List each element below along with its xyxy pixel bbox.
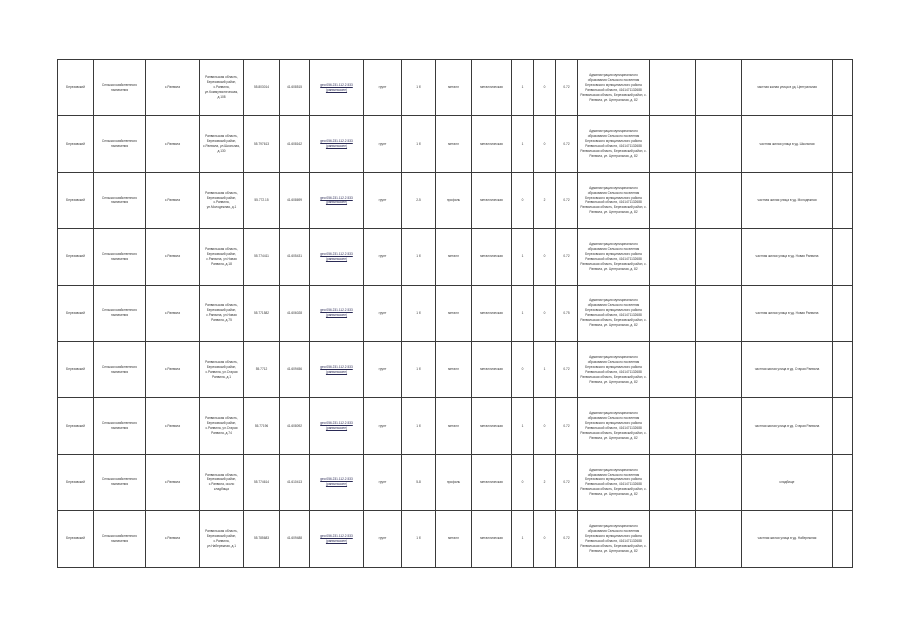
surface-cell: грунт — [364, 116, 402, 172]
volume-cell: 0.75 — [556, 285, 578, 341]
address-cell: Ранвильская область, Березовский район, с.Ранвила, ул.Новая Ранвила, д.18 — [200, 229, 244, 285]
owner-cell: Администрация муниципального образования Сельского поселения Березовского муниципального района Ранвильской области, 4161471132688 Ранвильская область, Березовский район, с. Ранвила, ул. Центральная, д. 82 — [578, 398, 650, 454]
empty-cell — [650, 172, 696, 228]
map-link[interactable]: geo:056.231.112.2.533 (ранвилскоее) — [320, 139, 353, 149]
latitude-cell: 55.797613 — [244, 116, 280, 172]
count-2-cell: 0 — [534, 285, 556, 341]
map-link[interactable]: geo:056.231.112.2.533 (ранвилскоее) — [320, 421, 353, 431]
map-link-cell[interactable] — [310, 116, 364, 172]
material-cell: профиль — [436, 172, 472, 228]
type-cell: Сельскохозяйственного назначения — [94, 398, 146, 454]
area-cell: 1 б — [402, 511, 436, 567]
address-cell: Ранвильская область, Березовский район, с.Ранвила, ул.Молодежная, д.1 — [200, 172, 244, 228]
empty-cell — [650, 229, 696, 285]
count-1-cell: 0 — [512, 454, 534, 510]
surface-cell: грунт — [364, 454, 402, 510]
count-2-cell: 0 — [534, 229, 556, 285]
empty-cell — [650, 398, 696, 454]
map-link-cell[interactable] — [310, 229, 364, 285]
material-cell: металл — [436, 116, 472, 172]
fence-cell: металлическая — [472, 229, 512, 285]
volume-cell: 0.72 — [556, 398, 578, 454]
fence-cell: металлическая — [472, 116, 512, 172]
table-row — [58, 511, 853, 567]
empty-cell — [650, 116, 696, 172]
fence-cell: металлическая — [472, 454, 512, 510]
count-1-cell: 1 — [512, 285, 534, 341]
map-link-cell[interactable] — [310, 398, 364, 454]
longitude-cell: 41.610413 — [280, 454, 310, 510]
locality-cell: с.Ранвила — [146, 341, 200, 397]
empty-cell — [696, 341, 742, 397]
area-cell: 1 б — [402, 341, 436, 397]
count-1-cell: 1 — [512, 511, 534, 567]
count-1-cell: 0 — [512, 172, 534, 228]
longitude-cell: 41.608699 — [280, 172, 310, 228]
source-cell: кладбище — [742, 454, 833, 510]
type-cell: Сельскохозяйственного назначения — [94, 172, 146, 228]
material-cell: металл — [436, 285, 472, 341]
volume-cell: 0.72 — [556, 116, 578, 172]
empty-cell — [650, 60, 696, 116]
type-cell: Сельскохозяйственного назначения — [94, 116, 146, 172]
empty-cell — [696, 116, 742, 172]
owner-cell: Администрация муниципального образования Сельского поселения Березовского муниципального района Ранвильской области, 4161471132688 Ранвильская область, Березовский район, с. Ранвила, ул. Центральная, д. 82 — [578, 454, 650, 510]
material-cell: металл — [436, 341, 472, 397]
volume-cell: 0.72 — [556, 341, 578, 397]
empty-cell — [650, 511, 696, 567]
map-link[interactable]: geo:056.231.112.2.533 (ранвилскоее) — [320, 364, 353, 374]
source-cell: частная жилая улица в уд. Старая Ранвила — [742, 398, 833, 454]
district-cell: Березовский — [58, 172, 94, 228]
table-row — [58, 172, 853, 228]
surface-cell: грунт — [364, 229, 402, 285]
table-row — [58, 398, 853, 454]
longitude-cell: 41.609456 — [280, 341, 310, 397]
locality-cell: с.Ранвила — [146, 229, 200, 285]
waste-sites-table — [57, 59, 853, 568]
map-link[interactable]: geo:056.231.112.2.533 (ранвилскоее) — [320, 308, 353, 318]
address-cell: Ранвильская область, Березовский район, с.Ранвила, ул.Новая Ранвила, д.75 — [200, 285, 244, 341]
latitude-cell: 55.774614 — [244, 454, 280, 510]
empty-cell — [696, 398, 742, 454]
type-cell: Сельскохозяйственного назначения — [94, 341, 146, 397]
empty-cell — [650, 341, 696, 397]
source-cell: частная жилая улица в уд. Новая Ранвила — [742, 229, 833, 285]
district-cell: Березовский — [58, 398, 94, 454]
district-cell: Березовский — [58, 511, 94, 567]
empty-cell — [833, 229, 853, 285]
map-link[interactable]: geo:056.231.112.2.533 (ранвилскоее) — [320, 477, 353, 487]
longitude-cell: 41.608092 — [280, 398, 310, 454]
fence-cell: металлическая — [472, 511, 512, 567]
area-cell: 1 б — [402, 60, 436, 116]
surface-cell: грунт — [364, 285, 402, 341]
count-2-cell: 2 — [534, 172, 556, 228]
material-cell: металл — [436, 60, 472, 116]
fence-cell: металлическая — [472, 285, 512, 341]
locality-cell: с.Ранвила — [146, 285, 200, 341]
table-row — [58, 116, 853, 172]
locality-cell: с.Ранвила — [146, 511, 200, 567]
material-cell: металл — [436, 398, 472, 454]
address-cell: Ранвильская область, Березовский район, с.Ранвила, около кладбища — [200, 454, 244, 510]
empty-cell — [696, 172, 742, 228]
area-cell: 1 б — [402, 229, 436, 285]
empty-cell — [833, 60, 853, 116]
table-row — [58, 229, 853, 285]
type-cell: Сельскохозяйственного назначения — [94, 229, 146, 285]
volume-cell: 0.72 — [556, 454, 578, 510]
fence-cell: металлическая — [472, 172, 512, 228]
area-cell: 5-8 — [402, 454, 436, 510]
district-cell: Березовский — [58, 454, 94, 510]
volume-cell: 0.72 — [556, 229, 578, 285]
fence-cell: металлическая — [472, 60, 512, 116]
latitude-cell: 55.785683 — [244, 511, 280, 567]
type-cell: Сельскохозяйственного назначения — [94, 60, 146, 116]
owner-cell: Администрация муниципального образования Сельского поселения Березовского муниципального района Ранвильской области, 4161471132688 Ранвильская область, Березовский район, с. Ранвила, ул. Центральная, д. 82 — [578, 116, 650, 172]
source-cell: частная жилая улица в уд. Школьная — [742, 116, 833, 172]
map-link-cell[interactable] — [310, 60, 364, 116]
map-link[interactable]: geo:056.231.112.2.533 (ранвилскоее) — [320, 195, 353, 205]
district-cell: Березовский — [58, 341, 94, 397]
district-cell: Березовский — [58, 116, 94, 172]
count-1-cell: 1 — [512, 116, 534, 172]
locality-cell: с.Ранвила — [146, 60, 200, 116]
empty-cell — [650, 285, 696, 341]
empty-cell — [696, 511, 742, 567]
source-cell: частная жилая улица в уд. Новая Ранвила — [742, 285, 833, 341]
latitude-cell: 55.772.15 — [244, 172, 280, 228]
owner-cell: Администрация муниципального образования Сельского поселения Березовского муниципального района Ранвильской области, 4161471132688 Ранвильская область, Березовский район, с. Ранвила, ул. Центральная, д. 82 — [578, 341, 650, 397]
surface-cell: грунт — [364, 60, 402, 116]
count-1-cell: 1 — [512, 60, 534, 116]
surface-cell: грунт — [364, 511, 402, 567]
owner-cell: Администрация муниципального образования Сельского поселения Березовского муниципального района Ранвильской области, 4161471132688 Ранвильская область, Березовский район, с. Ранвила, ул. Центральная, д. 82 — [578, 229, 650, 285]
fence-cell: металлическая — [472, 398, 512, 454]
latitude-cell: 55.77196 — [244, 398, 280, 454]
latitude-cell: 55.803014 — [244, 60, 280, 116]
volume-cell: 0.72 — [556, 60, 578, 116]
count-2-cell: 1 — [534, 341, 556, 397]
empty-cell — [833, 341, 853, 397]
longitude-cell: 41.605431 — [280, 229, 310, 285]
owner-cell: Администрация муниципального образования Сельского поселения Березовского муниципального района Ранвильской области, 4161471132688 Ранвильская область, Березовский район, с. Ранвила, ул. Центральная, д. 82 — [578, 285, 650, 341]
owner-cell: Администрация муниципального образования Сельского поселения Березовского муниципального района Ранвильской области, 4161471132688 Ранвильская область, Березовский район, с. Ранвила, ул. Центральная, д. 82 — [578, 172, 650, 228]
district-cell: Березовский — [58, 285, 94, 341]
map-link-cell[interactable] — [310, 511, 364, 567]
empty-cell — [833, 511, 853, 567]
area-cell: 1 б — [402, 285, 436, 341]
address-cell: Ранвильская область, Березовский район, с.Ранвила, ул.Коммунистическая, д.108 — [200, 60, 244, 116]
empty-cell — [696, 229, 742, 285]
type-cell: Сельскохозяйственного назначения — [94, 285, 146, 341]
empty-cell — [833, 116, 853, 172]
longitude-cell: 41.606028 — [280, 285, 310, 341]
count-1-cell: 1 — [512, 398, 534, 454]
district-cell: Березовский — [58, 229, 94, 285]
count-2-cell: 0 — [534, 511, 556, 567]
owner-cell: Администрация муниципального образования Сельского поселения Березовского муниципального района Ранвильской области, 4161471132688 Ранвильская область, Березовский район, с. Ранвила, ул. Центральная, д. 82 — [578, 60, 650, 116]
latitude-cell: 55.771582 — [244, 285, 280, 341]
count-1-cell: 0 — [512, 341, 534, 397]
empty-cell — [696, 454, 742, 510]
locality-cell: с.Ранвила — [146, 172, 200, 228]
map-link[interactable]: geo:056.231.112.2.533 (ранвилскоее) — [320, 533, 353, 543]
volume-cell: 0.72 — [556, 511, 578, 567]
area-cell: 2-5 — [402, 172, 436, 228]
count-1-cell: 1 — [512, 229, 534, 285]
empty-cell — [833, 454, 853, 510]
locality-cell: с.Ранвила — [146, 398, 200, 454]
latitude-cell: 55.7712 — [244, 341, 280, 397]
address-cell: Ранвильская область, Березовский район, с.Ранвила, ул.Школьная, д.130 — [200, 116, 244, 172]
empty-cell — [833, 285, 853, 341]
table-row — [58, 341, 853, 397]
material-cell: металл — [436, 229, 472, 285]
surface-cell: грунт — [364, 398, 402, 454]
locality-cell: с.Ранвила — [146, 454, 200, 510]
empty-cell — [650, 454, 696, 510]
district-cell: Березовский — [58, 60, 94, 116]
address-cell: Ранвильская область, Березовский район, с.Ранвила, ул.Старая Ранвила, д.74 — [200, 398, 244, 454]
source-cell: частная жилая улица в уд. Центральная — [742, 60, 833, 116]
table-row — [58, 454, 853, 510]
longitude-cell: 41.608162 — [280, 116, 310, 172]
map-link-cell[interactable] — [310, 172, 364, 228]
locality-cell: с.Ранвила — [146, 116, 200, 172]
type-cell: Сельскохозяйственного назначения — [94, 454, 146, 510]
empty-cell — [833, 398, 853, 454]
source-cell: частная жилая улица в уд. Старая Ранвила — [742, 341, 833, 397]
map-link[interactable]: geo:056.231.112.2.533 (ранвилскоее) — [320, 82, 353, 92]
table-row — [58, 60, 853, 116]
empty-cell — [696, 60, 742, 116]
empty-cell — [833, 172, 853, 228]
surface-cell: грунт — [364, 172, 402, 228]
source-cell: частная жилая улица в уд. Молодежная — [742, 172, 833, 228]
type-cell: Сельскохозяйственного назначения — [94, 511, 146, 567]
longitude-cell: 41.608515 — [280, 60, 310, 116]
latitude-cell: 55.774411 — [244, 229, 280, 285]
map-link[interactable]: geo:056.231.112.2.533 (ранвилскоее) — [320, 251, 353, 261]
count-2-cell: 0 — [534, 398, 556, 454]
empty-cell — [696, 285, 742, 341]
map-link-cell[interactable] — [310, 285, 364, 341]
count-2-cell: 2 — [534, 454, 556, 510]
material-cell: профиль — [436, 454, 472, 510]
owner-cell: Администрация муниципального образования Сельского поселения Березовского муниципального района Ранвильской области, 4161471132688 Ранвильская область, Березовский район, с. Ранвила, ул. Центральная, д. 82 — [578, 511, 650, 567]
volume-cell: 0.72 — [556, 172, 578, 228]
surface-cell: грунт — [364, 341, 402, 397]
fence-cell: металлическая — [472, 341, 512, 397]
address-cell: Ранвильская область, Березовский район, с.Ранвила, ул.Старая Ранвила, д.1 — [200, 341, 244, 397]
map-link-cell[interactable] — [310, 454, 364, 510]
count-2-cell: 0 — [534, 116, 556, 172]
material-cell: металл — [436, 511, 472, 567]
count-2-cell: 0 — [534, 60, 556, 116]
area-cell: 1 б — [402, 116, 436, 172]
source-cell: частная жилая улица в уд. Набережная — [742, 511, 833, 567]
longitude-cell: 41.609488 — [280, 511, 310, 567]
area-cell: 1 б — [402, 398, 436, 454]
address-cell: Ранвильская область, Березовский район, с.Ранвила, ул.Набережная, д.1 — [200, 511, 244, 567]
map-link-cell[interactable] — [310, 341, 364, 397]
table-row — [58, 285, 853, 341]
